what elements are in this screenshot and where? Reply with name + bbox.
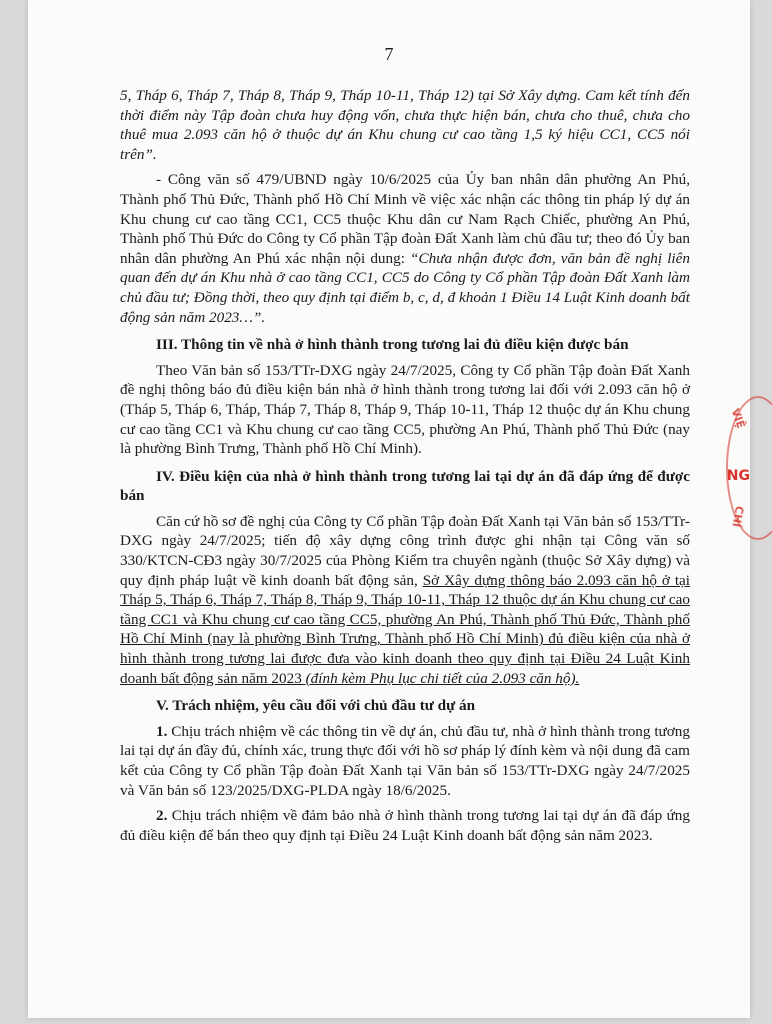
item-text-2: Chịu trách nhiệm về đảm bảo nhà ở hình thành trong tương lai tại dự án đã đáp ứng đủ điều kiện để bán theo quy định tại Điều 24 Luật Kinh doanh bất động sản năm 2023. <box>120 807 690 844</box>
document-body <box>120 86 690 851</box>
item-number-2: 2. <box>156 807 168 825</box>
section-heading-v: V. Trách nhiệm, yêu cầu đối với chủ đầu tư dự án <box>156 697 476 715</box>
paragraph-section-iv-announcement: Sở Xây dựng thông báo 2.093 căn hộ ở tại Tháp 5, Tháp 6, Tháp 7, Tháp 8, Tháp 9, Tháp 10-11, Tháp 12 thuộc dự án Khu chung cư cao tầng CC1 và Khu chung cư cao tầng CC5, phường An Phú, Thành phố Thủ Đức, Thành phố Hồ Chí Minh (nay là phường Bình Trưng, Thành phố Hồ Chí Minh) đủ điều kiện của nhà ở hình thành trong tương lai được đưa vào kinh doanh theo quy định tại Điều 24 Luật Kinh doanh bất động sản năm 2023 <box>120 571 690 687</box>
section-heading-iii: III. Thông tin về nhà ở hình thành trong tương lai đủ điều kiện được bán <box>156 336 629 354</box>
red-seal-stamp <box>724 396 750 536</box>
paragraph-official-letter-quote: “Chưa nhận được đơn, văn bản đề nghị liên quan đến dự án Khu nhà ở cao tầng CC1, CC5 do Công ty Cổ phần Tập đoàn Đất Xanh làm chủ đầu tư; Đồng thời, theo quy định tại điểm b, c, d, đ khoản 1 Điều 14 Luật Kinh doanh bất động sản năm 2023…”. <box>120 249 690 326</box>
page-number: 7 <box>384 44 394 64</box>
paragraph-section-iii: Theo Văn bản số 153/TTr-DXG ngày 24/7/2025, Công ty Cổ phần Tập đoàn Đất Xanh đề nghị thông báo đủ điều kiện bán nhà ở hình thành trong tương lai đối với 2.093 căn hộ ở (Tháp 5, Tháp 6, Tháp, Tháp 7, Tháp 8, Tháp 9, Tháp 10-11, Tháp 12 thuộc dự án Khu chung cư cao tầng CC1 và Khu chung cư cao tầng CC5, phường An Phú, Thành phố Thủ Đức (nay là phường Bình Trưng, Thành phố Hồ Chí Minh). <box>120 361 690 458</box>
paragraph-commitment: 5, Tháp 6, Tháp 7, Tháp 8, Tháp 9, Tháp 10-11, Tháp 12) tại Sở Xây dựng. Cam kết tính đến thời điểm này Tập đoàn chưa huy động vốn, chưa thực hiện bán, chưa cho thuê, chưa cho thuê mua 2.093 căn hộ ở thuộc dự án Khu chung cư cao tầng 1,5 ký hiệu CC1, CC5 nói trên”. <box>120 87 690 163</box>
item-number-1: 1. <box>156 722 168 740</box>
paragraph-section-iv-text: Căn cứ hồ sơ đề nghị của Công ty Cổ phần Tập đoàn Đất Xanh tại Văn bản số 153/TTr-DXG ngày 24/7/2025; tiến độ xây dựng công trình được ghi nhận tại Công văn số 330/KTCN-CĐ3 ngày 30/7/2025 của Phòng Kiểm tra chuyên ngành (thuộc Sở Xây dựng) và quy định pháp luật về kinh doanh bất động sản, <box>120 512 690 589</box>
seal-text-bottom: CHÍ <box>729 504 746 529</box>
document-page <box>28 0 750 1018</box>
paragraph-section-iv-appendix: (đính kèm Phụ lục chi tiết của 2.093 căn hộ). <box>305 669 580 687</box>
paragraph-official-letter <box>120 170 690 327</box>
seal-text-top: VIỆ <box>728 406 748 431</box>
paragraph-responsibility-2 <box>120 806 690 845</box>
paragraph-section-iv <box>120 512 690 688</box>
section-heading-iv: IV. Điều kiện của nhà ở hình thành trong tương lai tại dự án đã đáp ứng để được bán <box>120 467 690 505</box>
paragraph-responsibility-1 <box>120 722 690 800</box>
paragraph-official-letter-text: - Công văn số 479/UBND ngày 10/6/2025 của Ủy ban nhân dân phường An Phú, Thành phố Thủ Đức, Thành phố Hồ Chí Minh về việc xác nhận các thông tin pháp lý dự án Khu chung cư cao tầng CC1, CC5 thuộc Khu dân cư Nam Rạch Chiếc, phường An Phú, Thành phố Thủ Đức do Công ty Cổ phần Tập đoàn Đất Xanh làm chủ đầu tư; theo đó Ủy ban nhân dân phường An Phú xác nhận nội dung: <box>120 171 690 267</box>
seal-text-middle: NG <box>726 468 750 484</box>
item-text-1: Chịu trách nhiệm về các thông tin về dự án, chủ đầu tư, nhà ở hình thành trong tương lai tại dự án đầy đủ, chính xác, trung thực đối với hồ sơ pháp lý đính kèm và nội dung đã cam kết của Công ty Cổ phần Tập đoàn Đất Xanh tại Văn bản số 153/TTr-DXG ngày 24/7/2025 và Văn bản số 123/2025/DXG-PLDA ngày 18/6/2025. <box>120 722 690 799</box>
